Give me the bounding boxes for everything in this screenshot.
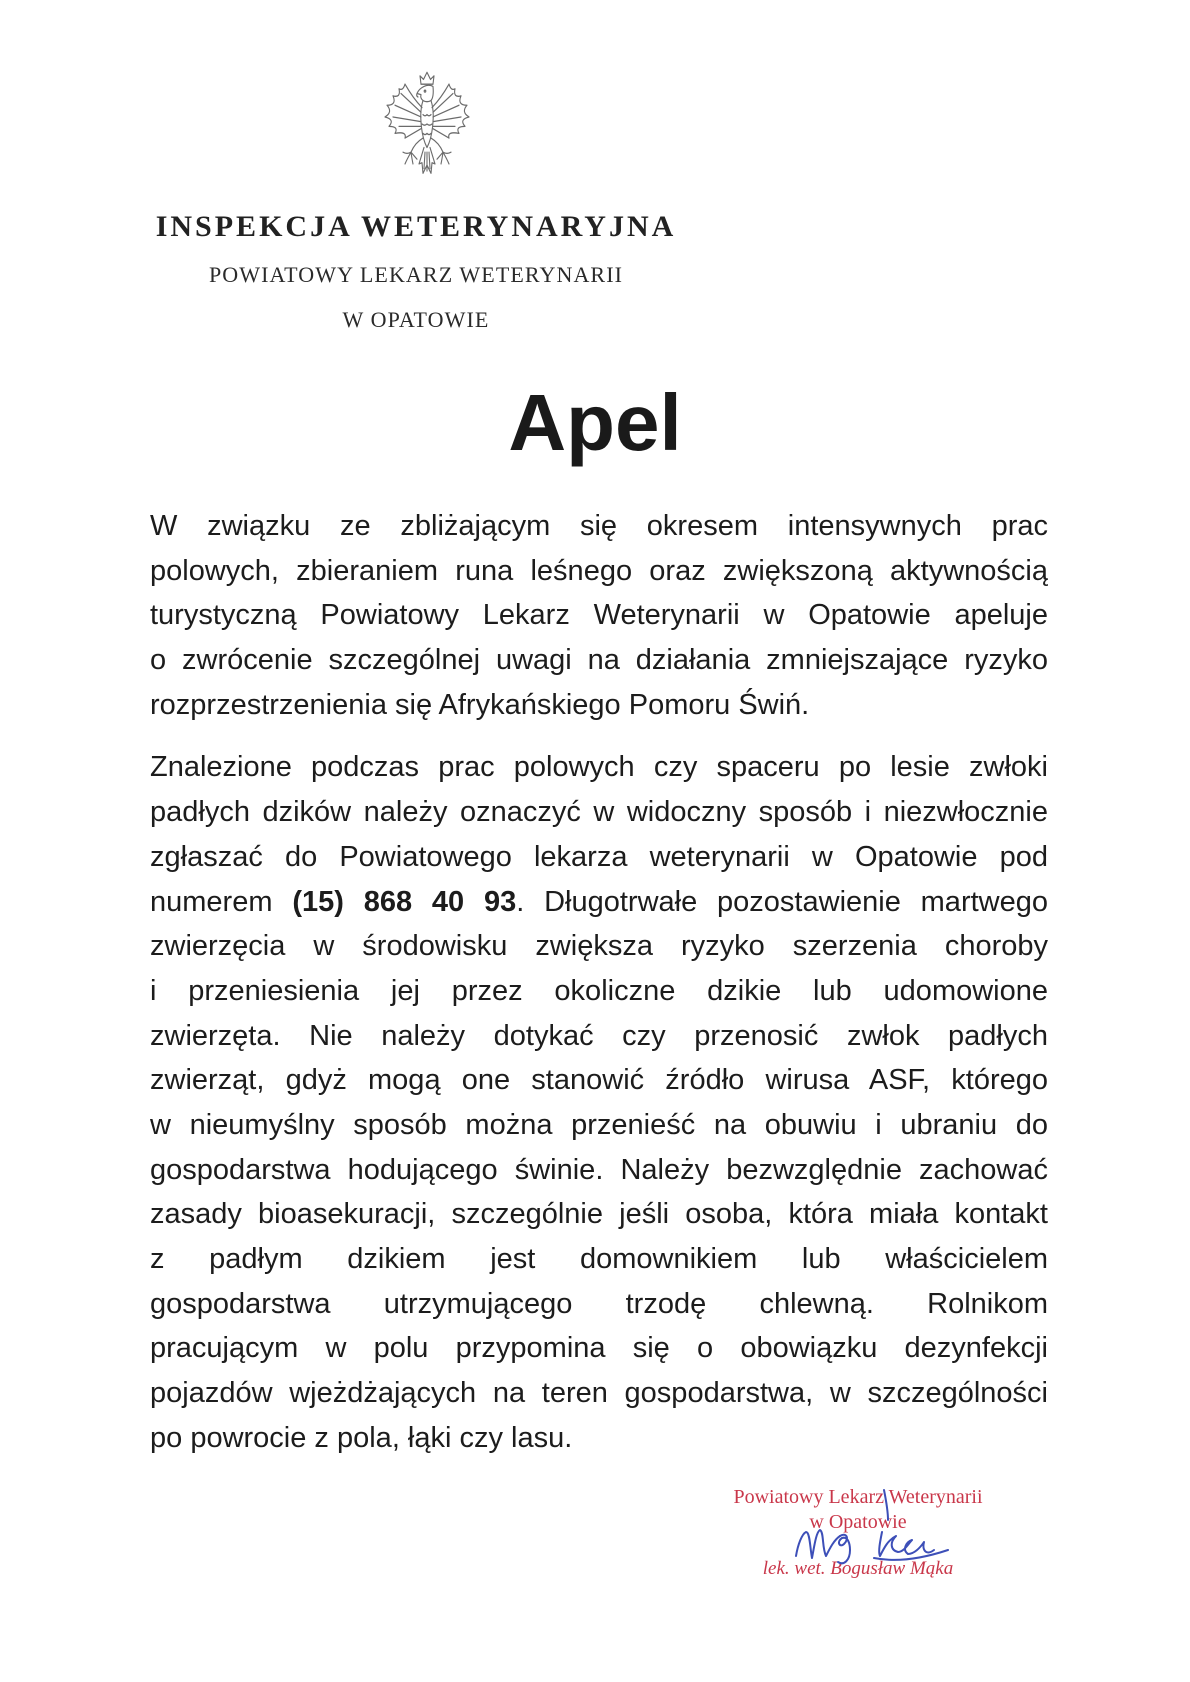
body-line: pojazdów wjeżdżających na teren gospodarstwa, w szczególności — [150, 1377, 1048, 1410]
paragraph — [150, 745, 1048, 1460]
handwritten-signature — [788, 1486, 960, 1572]
body-line: pracującym w polu przypomina się o obowiązku dezynfekcji — [150, 1332, 1048, 1365]
body-line: gospodarstwa hodującego świnie. Należy bezwzględnie zachować — [150, 1153, 1048, 1186]
body-line: rozprzestrzenienia się Afrykańskiego Pomoru Świń. — [150, 688, 810, 721]
body-line: po powrocie z pola, łąki czy lasu. — [150, 1421, 573, 1454]
line-text: . Długotrwałe pozostawienie martwego — [516, 885, 1048, 918]
body-line: zgłaszać do Powiatowego lekarza weterynarii w Opatowie pod — [150, 840, 1048, 873]
body-line: i przeniesienia jej przez okoliczne dzikie lub udomowione — [150, 974, 1048, 1007]
body-line: gospodarstwa utrzymującego trzodę chlewną. Rolnikom — [150, 1287, 1048, 1320]
body-line: zwierzęcia w środowisku zwiększa ryzyko szerzenia choroby — [150, 930, 1048, 963]
paragraph — [150, 504, 1048, 727]
body-line: zwierzęta. Nie należy dotykać czy przenosić zwłok padłych — [150, 1019, 1048, 1052]
office-location: W OPATOWIE — [342, 307, 490, 332]
office-name: POWIATOWY LEKARZ WETERYNARII — [208, 262, 624, 287]
body-line: polowych, zbieraniem runa leśnego oraz zwiększoną aktywnością — [150, 554, 1048, 587]
polish-eagle-emblem-icon — [379, 70, 475, 178]
body-line: w nieumyślny sposób można przenieść na obuwiu i ubraniu do — [150, 1108, 1048, 1141]
phone-number: (15) 868 40 93 — [292, 885, 517, 918]
stamp-office-name: Powiatowy Lekarz Weterynarii — [733, 1486, 983, 1508]
body-line: o zwrócenie szczególnej uwagi na działania zmniejszające ryzyko — [150, 644, 1048, 677]
document-title: Apel — [508, 378, 682, 467]
body-line: zwierząt, gdyż mogą one stanowić źródło wirusa ASF, którego — [150, 1064, 1048, 1097]
body-line: Znalezione podczas prac polowych czy spaceru po lesie zwłoki — [150, 751, 1048, 784]
body-line: padłych dzików należy oznaczyć w widoczny sposób i niezwłocznie — [150, 796, 1048, 829]
body-line-phone — [150, 880, 1048, 925]
stamp-signatory-name: lek. wet. Bogusław Mąka — [762, 1558, 954, 1579]
document-body — [150, 504, 1048, 1460]
body-line: turystyczną Powiatowy Lekarz Weterynarii w Opatowie apeluje — [150, 599, 1048, 632]
body-line: zasady bioasekuracji, szczególnie jeśli osoba, która miała kontakt — [150, 1198, 1048, 1231]
line-text: numerem — [150, 885, 293, 918]
body-line: z padłym dzikiem jest domownikiem lub właścicielem — [150, 1243, 1048, 1275]
stamp-office-location: w Opatowie — [809, 1511, 907, 1533]
body-line: W związku ze zbliżającym się okresem intensywnych prac — [150, 510, 1048, 542]
institution-name: INSPEKCJA WETERYNARYJNA — [155, 210, 677, 243]
